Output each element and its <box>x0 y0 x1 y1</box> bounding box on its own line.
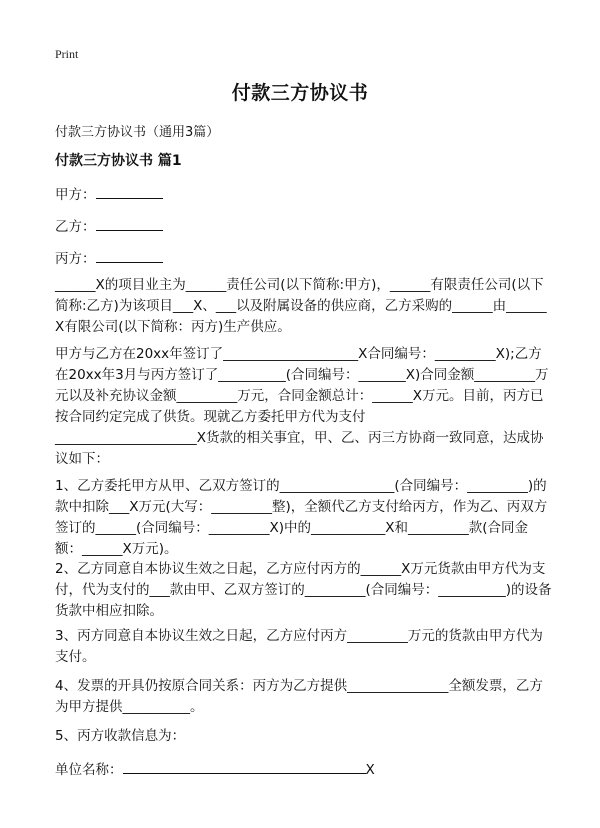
document-title: 付款三方协议书 <box>231 82 369 104</box>
party-a-line <box>55 183 163 203</box>
party-b-blank <box>96 216 163 231</box>
clause-3: 3、丙方同意自本协议生效之日起，乙方应付丙方_________万元的货款由甲方代为支付。 <box>55 628 543 665</box>
section-heading: 付款三方协议书 篇1 <box>55 153 182 169</box>
clause-2: 2、乙方同意自本协议生效之日起，乙方应付丙方的______X万元货款由甲方代为支付，代为支付的___款由甲、乙双方签订的_________(合同编号：__________)的设备货款中相应扣除。 <box>55 561 552 619</box>
clause-5: 5、丙方收款信息为： <box>55 728 186 744</box>
document-subtitle: 付款三方协议书（通用3篇） <box>55 125 220 140</box>
party-a-label: 甲方： <box>55 187 96 203</box>
party-c-label: 丙方： <box>55 251 96 267</box>
party-a-blank <box>96 184 163 199</box>
party-b-line <box>55 215 163 235</box>
unit-name-suffix: X <box>365 762 375 778</box>
party-b-label: 乙方： <box>55 219 96 235</box>
paragraph-agreement: _____________________X货款的相关事宜，甲、乙、丙三方协商一致同意，达成协议如下： <box>55 430 544 467</box>
unit-name-label: 单位名称： <box>55 762 123 778</box>
clause-4: 4、发票的开具仍按原合同关系：丙方为乙方提供_______________全额发票，乙方为甲方提供__________。 <box>55 678 543 715</box>
print-link[interactable]: Print <box>55 47 79 61</box>
unit-name-blank <box>123 759 366 774</box>
paragraph-contracts: 甲方与乙方在20xx年签订了____________________X合同编号：_________X);乙方在20xx年3月与丙方签订了__________(合同编号：_______X)合同金额_________万元以及补充协议金额_________万元，合同金额总计：______X万元。目前，丙方已按合同约定完成了供货。现就乙方委托甲方代为支付 <box>55 346 549 425</box>
clause-1: 1、乙方委托甲方从甲、乙双方签订的_________________(合同编号：_________)的款中扣除___X万元(大写：_________整)，全额代乙方支付给丙方，作为乙、丙双方签订的______(合同编号：_________X)中的___________X和_________款(合同金额：______X万元)。 <box>55 478 548 557</box>
party-c-blank <box>96 248 163 263</box>
party-c-line <box>55 247 163 267</box>
paragraph-intro: ______X的项目业主为______责任公司(以下简称:甲方)，______有限责任公司(以下简称:乙方)为该项目___X、___以及附属设备的供应商，乙方采购的______由______X有限公司(以下简称：丙方)生产供应。 <box>55 277 547 335</box>
unit-name-line <box>55 758 375 778</box>
